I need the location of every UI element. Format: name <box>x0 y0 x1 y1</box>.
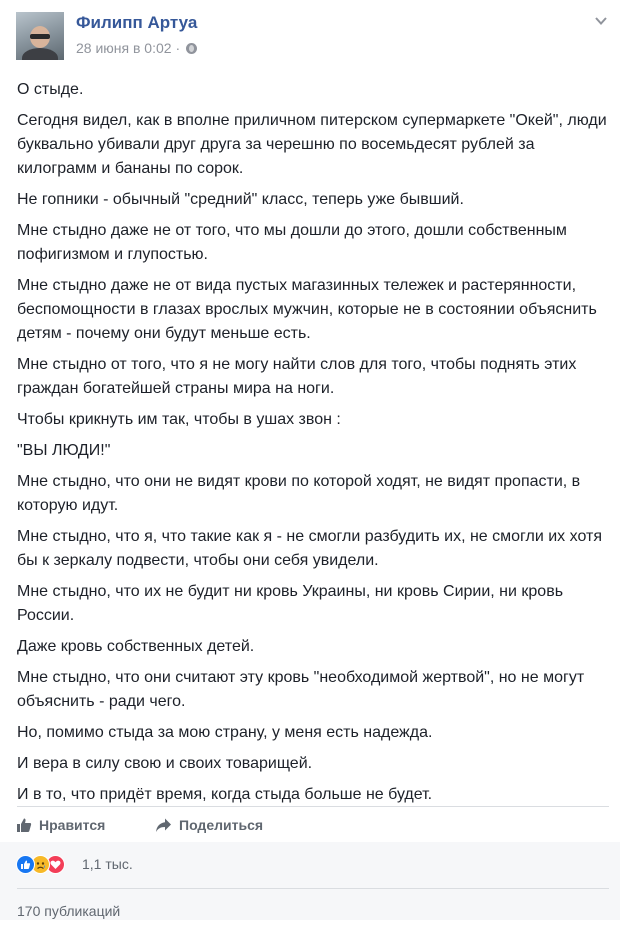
stats-divider <box>17 888 609 889</box>
post-paragraph: О стыде. <box>17 81 84 98</box>
share-label: Поделиться <box>179 817 264 833</box>
post-paragraph: Мне стыдно даже не от того, что мы дошли до этого, дошли собственным пофигизмом и глупостью. <box>17 222 567 263</box>
like-icon[interactable] <box>16 855 35 874</box>
post-paragraph: Сегодня видел, как в вполне приличном питерском супермаркете "Окей", люди буквально убивали друг друга за черешню по восемьдесят рублей за килограмм и бананы по сорок. <box>17 112 607 177</box>
post-paragraph: Мне стыдно, что они считают эту кровь "необходимой жертвой", но не могут объяснить - ради чего. <box>17 669 585 710</box>
post-paragraph: Мне стыдно, что они не видят крови по которой ходят, не видят пропасти, в которую идут. <box>17 473 581 514</box>
post-paragraph: Чтобы крикнуть им так, чтобы в ушах звон : <box>17 411 341 428</box>
like-button[interactable] <box>16 814 105 836</box>
chevron-down-icon[interactable] <box>594 14 608 28</box>
post-paragraph: "ВЫ ЛЮДИ!" <box>17 442 111 459</box>
thumbs-up-icon <box>16 817 32 833</box>
divider <box>17 806 609 807</box>
post-paragraph: И вера в силу свою и своих товарищей. <box>17 755 313 772</box>
post-paragraph: Не гопники - обычный "средний" класс, теперь уже бывший. <box>17 191 464 208</box>
meta-separator: · <box>175 40 181 56</box>
post-text <box>17 78 607 814</box>
globe-icon <box>186 43 197 54</box>
post-paragraph: Мне стыдно, что я, что такие как я - не смогли разбудить их, не смогли их хотя бы к зеркалу подвести, чтобы они себя увидели. <box>17 528 602 569</box>
post-paragraph: Мне стыдно, что их не будит ни кровь Украины, ни кровь Сирии, ни кровь России. <box>17 583 564 624</box>
post-paragraph: Мне стыдно даже не от вида пустых магазинных тележек и растерянности, беспомощности в глазах вроcлых мужчин, которые не в состоянии объяснить детям - почему они будут меньше есть. <box>17 277 597 342</box>
reactions-count[interactable]: 1,1 тыс. <box>82 856 133 872</box>
post-paragraph: Мне стыдно от того, что я не могу найти слов для того, чтобы поднять этих граждан богатейшей страны мира на ноги. <box>17 356 577 397</box>
share-arrow-icon <box>155 817 172 833</box>
post-paragraph: Даже кровь собственных детей. <box>17 638 255 655</box>
author-name[interactable]: Филипп Артуа <box>76 13 198 32</box>
share-button[interactable] <box>155 814 263 836</box>
like-label: Нравится <box>39 817 106 833</box>
post-meta <box>76 40 197 56</box>
post-header <box>0 0 620 72</box>
post-timestamp[interactable]: 28 июня в 0:02 <box>76 40 172 56</box>
avatar[interactable] <box>16 12 64 60</box>
shares-count[interactable]: 170 публикаций <box>17 903 121 919</box>
post-paragraph: И в то, что придёт время, когда стыда больше не будет. <box>17 786 433 803</box>
post-paragraph: Но, помимо стыда за мою страну, у меня есть надежда. <box>17 724 433 741</box>
